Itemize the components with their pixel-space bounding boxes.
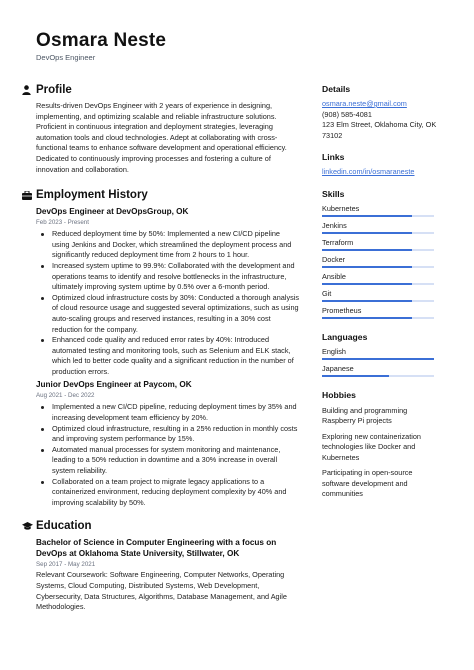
skill-item bbox=[322, 306, 438, 319]
skill-item-level-bar bbox=[322, 249, 434, 251]
resume-header bbox=[36, 30, 166, 62]
links-section bbox=[322, 152, 438, 178]
skill-item bbox=[322, 272, 438, 285]
skill-item-level-bar bbox=[322, 232, 434, 234]
hobby-item: Participating in open-source software development and communities bbox=[322, 468, 413, 498]
job-entry-2 bbox=[36, 379, 299, 508]
list-item: Optimized cloud infrastructure costs by 30%: Conducted a thorough analysis of cloud resource usage and suggested several optimizations, such as using auto-scaling groups and reserved instances, resulting in a 30% cost reduction for the company. bbox=[36, 293, 299, 335]
links-title: Links bbox=[322, 152, 345, 162]
skill-item-level-bar bbox=[322, 283, 434, 285]
skill-item-label: Jenkins bbox=[322, 220, 347, 230]
skill-item bbox=[322, 204, 438, 217]
skill-item-level-bar bbox=[322, 300, 434, 302]
list-item: Optimized cloud infrastructure, resulting in a 25% reduction in monthly costs and improving system performance by 15%. bbox=[36, 424, 299, 445]
language-item-level-fill bbox=[322, 375, 389, 377]
phone-number: (908) 585-4081 bbox=[322, 109, 372, 119]
education-title: Education bbox=[36, 520, 92, 533]
details-title: Details bbox=[322, 84, 351, 94]
profile-section bbox=[22, 82, 299, 175]
profile-title: Profile bbox=[36, 84, 72, 96]
skill-item-level-fill bbox=[322, 215, 412, 217]
hobby-item: Building and programming Raspberry Pi projects bbox=[322, 405, 408, 425]
candidate-name: Osmara Neste bbox=[36, 30, 167, 51]
skill-item-label: Prometheus bbox=[322, 305, 362, 315]
job-title: DevOps Engineer at DevOpsGroup, OK bbox=[36, 207, 189, 217]
briefcase-icon bbox=[22, 189, 36, 201]
address: 123 Elm Street, Oklahoma City, OK 73102 bbox=[322, 120, 437, 140]
job-title: Junior DevOps Engineer at Paycom, OK bbox=[36, 380, 192, 390]
list-item: Automated manual processes for system monitoring and maintenance, leading to a 50% reduction in downtime and a 30% increase in overall system reliability. bbox=[36, 445, 299, 477]
education-heading bbox=[22, 518, 299, 534]
skill-item-label: Ansible bbox=[322, 271, 346, 281]
skill-item-level-fill bbox=[322, 232, 412, 234]
list-item: Enhanced code quality and reduced error rates by 40%: Introduced automated testing and monitoring tools, such as Selenium and ELK stack, which led to better code quality and a significant reduction in the number of production errors. bbox=[36, 335, 299, 377]
language-item-level-bar bbox=[322, 358, 434, 360]
skill-item-level-bar bbox=[322, 266, 434, 268]
hobbies-title: Hobbies bbox=[322, 389, 356, 400]
languages-title: Languages bbox=[322, 331, 368, 342]
job-bullets bbox=[36, 402, 299, 508]
candidate-role: DevOps Engineer bbox=[36, 53, 96, 62]
side-column bbox=[322, 84, 438, 500]
skill-item-label: Kubernetes bbox=[322, 203, 360, 213]
language-item-label: Japanese bbox=[322, 363, 354, 373]
languages-section bbox=[322, 332, 438, 377]
skill-item bbox=[322, 238, 438, 251]
language-item-level-fill bbox=[322, 358, 434, 360]
skill-item-label: Terraform bbox=[322, 237, 354, 247]
skill-item-label: Docker bbox=[322, 254, 346, 264]
skill-item bbox=[322, 255, 438, 268]
email-link[interactable]: osmara.neste@gmail.com bbox=[322, 99, 407, 108]
skill-item bbox=[322, 289, 438, 302]
skill-item bbox=[322, 221, 438, 234]
language-item-label: English bbox=[322, 346, 346, 356]
employment-heading bbox=[22, 187, 299, 203]
skill-item-level-fill bbox=[322, 317, 412, 319]
skills-section bbox=[322, 189, 438, 319]
main-column bbox=[22, 82, 299, 613]
profile-summary: Results-driven DevOps Engineer with 2 years of experience in designing, implementing, and optimizing scalable and reliable infrastructure solutions. Proficient in continuous integration and deployment strategies, leveraging automation tools and cloud technologies. Adept at collaborating with cross-functional teams to enhance software development and operational efficiency. Dedicated to continuously improving processes and fostering a culture of innovation and collaboration. bbox=[36, 101, 287, 174]
profile-heading bbox=[22, 82, 299, 98]
job-bullets bbox=[36, 229, 299, 377]
skill-item-level-fill bbox=[322, 300, 412, 302]
skill-item-level-fill bbox=[322, 266, 412, 268]
hobby-item: Exploring new containerization technologies like Docker and Kubernetes bbox=[322, 431, 421, 462]
skill-item-level-fill bbox=[322, 249, 412, 251]
skill-item-level-bar bbox=[322, 317, 434, 319]
job-dates: Feb 2023 - Present bbox=[36, 219, 89, 227]
details-section bbox=[322, 84, 438, 141]
employment-title: Employment History bbox=[36, 189, 148, 202]
person-icon bbox=[22, 84, 36, 96]
job-dates: Aug 2021 - Dec 2022 bbox=[36, 392, 95, 400]
languages-list bbox=[322, 347, 438, 377]
employment-section bbox=[22, 187, 299, 508]
education-entry bbox=[36, 537, 299, 612]
skill-item-level-fill bbox=[322, 283, 412, 285]
education-section bbox=[22, 518, 299, 612]
hobbies-section bbox=[322, 390, 438, 500]
skill-item-level-bar bbox=[322, 215, 434, 217]
job-entry-1 bbox=[36, 206, 299, 377]
skills-list bbox=[322, 204, 438, 319]
language-item bbox=[322, 364, 438, 377]
linkedin-link[interactable]: linkedin.com/in/osmaraneste bbox=[322, 167, 415, 176]
skill-item-label: Git bbox=[322, 288, 332, 298]
degree-title: Bachelor of Science in Computer Engineering with a focus on DevOps at Oklahoma State University, Stillwater, OK bbox=[36, 538, 277, 559]
language-item bbox=[322, 347, 438, 360]
graduation-cap-icon bbox=[22, 520, 36, 532]
education-dates: Sep 2017 - May 2021 bbox=[36, 561, 96, 569]
list-item: Reduced deployment time by 50%: Implemented a new CI/CD pipeline using Jenkins and Docker, which streamlined the deployment process and significantly reduced deployment time from 2 hours to 1 hour. bbox=[36, 229, 299, 261]
list-item: Increased system uptime to 99.9%: Collaborated with the development and operations teams to identify and resolve bottlenecks in the infrastructure, ultimately improving system uptime by 0.5% over a 6-month period. bbox=[36, 261, 299, 293]
language-item-level-bar bbox=[322, 375, 434, 377]
list-item: Implemented a new CI/CD pipeline, reducing deployment times by 35% and increasing development team efficiency by 20%. bbox=[36, 402, 299, 423]
list-item: Collaborated on a team project to migrate legacy applications to a containerized environment, reducing deployment complexity by 40% and improving scalability by 50%. bbox=[36, 477, 299, 509]
skills-title: Skills bbox=[322, 188, 345, 199]
coursework: Relevant Coursework: Software Engineering, Computer Networks, Operating Systems, Cloud Computing, Distributed Systems, Web Development, Cybersecurity, Data Structures, Algorithms, Database Management, and Agile Methodologies. bbox=[36, 570, 287, 612]
